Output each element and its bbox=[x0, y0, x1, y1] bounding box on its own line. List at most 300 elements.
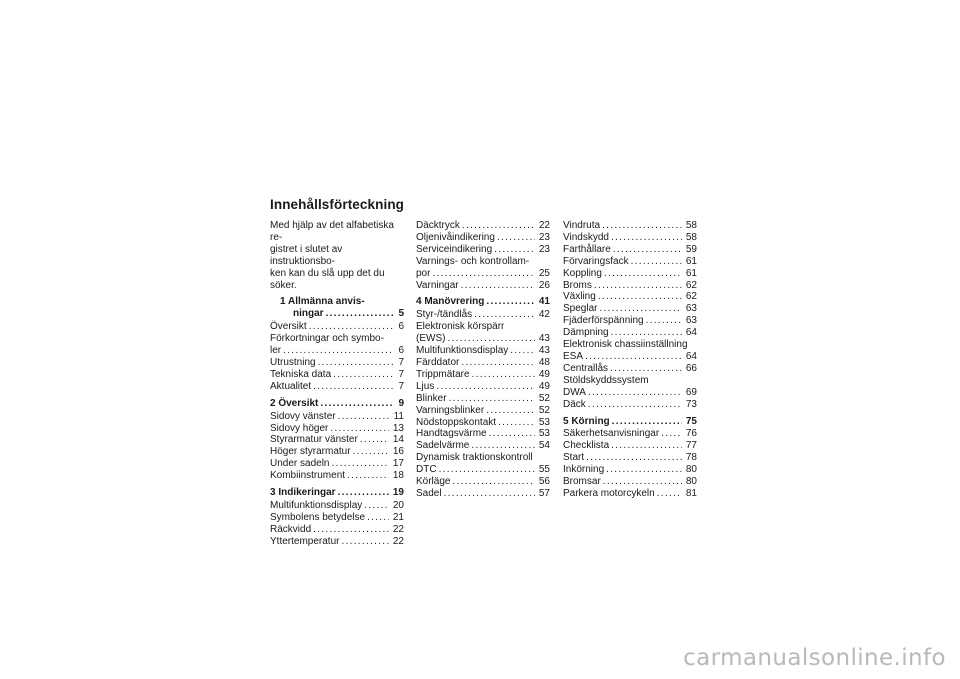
dot-leader bbox=[612, 416, 682, 428]
dot-leader bbox=[320, 398, 394, 410]
toc-entry-page-number: 61 bbox=[685, 255, 697, 267]
toc-entry[interactable] bbox=[270, 446, 404, 458]
toc-entry[interactable] bbox=[563, 452, 697, 464]
toc-entry[interactable] bbox=[416, 405, 550, 417]
toc-entry-label-line: Förkortningar och symbo- bbox=[270, 333, 384, 345]
toc-entry[interactable] bbox=[563, 375, 697, 399]
toc-entry-label-line: Dynamisk traktionskontroll bbox=[416, 452, 533, 464]
toc-entry-label: Blinker bbox=[416, 392, 447, 404]
toc-entry[interactable] bbox=[416, 488, 550, 500]
dot-leader bbox=[588, 399, 682, 411]
toc-entry-label: Parkera motorcykeln bbox=[563, 487, 655, 499]
dot-leader bbox=[606, 464, 682, 476]
toc-entry-row bbox=[563, 303, 697, 315]
toc-entry-page-number: 25 bbox=[538, 267, 550, 279]
toc-entry-label: Höger styrarmatur bbox=[270, 446, 351, 458]
dot-leader bbox=[333, 369, 394, 381]
dot-leader bbox=[360, 434, 389, 446]
toc-entry-row bbox=[416, 244, 550, 256]
toc-entry-row bbox=[563, 399, 697, 411]
toc-entry-row bbox=[416, 369, 550, 381]
toc-entry-row bbox=[563, 220, 697, 232]
toc-entry-label: Start bbox=[563, 452, 585, 464]
toc-entry[interactable] bbox=[563, 256, 697, 268]
watermark-text: carmanualsonline.info bbox=[683, 645, 946, 671]
toc-entry-label: Broms bbox=[563, 279, 592, 291]
toc-entry-row bbox=[270, 398, 404, 410]
toc-entry-row bbox=[563, 315, 697, 327]
dot-leader bbox=[599, 303, 681, 315]
toc-entry-label: Vindskydd bbox=[563, 231, 609, 243]
toc-entry-page-number: 17 bbox=[392, 458, 404, 470]
toc-entry-row bbox=[416, 440, 550, 452]
toc-column-3 bbox=[563, 220, 697, 500]
toc-entry-label: Räckvidd bbox=[270, 523, 312, 535]
dot-leader bbox=[611, 440, 682, 452]
toc-entry[interactable] bbox=[563, 339, 697, 363]
toc-entry[interactable] bbox=[563, 244, 697, 256]
toc-entry-page-number: 64 bbox=[685, 327, 697, 339]
toc-entry[interactable] bbox=[416, 220, 550, 232]
toc-entry-label: Centrallås bbox=[563, 362, 609, 374]
toc-entry-label: Kombiinstrument bbox=[270, 470, 346, 482]
toc-entry[interactable] bbox=[270, 411, 404, 423]
dot-leader bbox=[347, 470, 389, 482]
toc-entry[interactable] bbox=[270, 500, 404, 512]
toc-entry-page-number: 66 bbox=[685, 362, 697, 374]
toc-entry[interactable] bbox=[563, 363, 697, 375]
toc-entry-label: Däcktryck bbox=[416, 220, 460, 231]
toc-entry[interactable] bbox=[563, 280, 697, 292]
toc-entry-label: Styr-/tändlås bbox=[416, 309, 473, 321]
toc-entry-label: ningar bbox=[293, 308, 324, 320]
toc-entry-label: Multifunktionsdisplay bbox=[270, 499, 363, 511]
toc-entry[interactable] bbox=[563, 315, 697, 327]
dot-leader bbox=[586, 452, 682, 464]
toc-entry-row bbox=[416, 268, 550, 280]
dot-leader bbox=[598, 291, 682, 303]
toc-entry-row bbox=[270, 524, 404, 536]
intro-line: gistret i slutet av instruktionsbo- bbox=[270, 243, 343, 267]
toc-entry[interactable] bbox=[416, 309, 550, 321]
toc-entry-row bbox=[270, 423, 404, 435]
toc-entry-row bbox=[563, 363, 697, 375]
toc-entry[interactable] bbox=[563, 464, 697, 476]
toc-entry-page-number: 63 bbox=[685, 303, 697, 315]
toc-entry-row bbox=[416, 464, 550, 476]
toc-entry-row bbox=[270, 381, 404, 393]
toc-entry[interactable] bbox=[416, 476, 550, 488]
toc-entry-label: Nödstoppskontakt bbox=[416, 416, 497, 428]
dot-leader bbox=[439, 464, 535, 476]
toc-entry-row bbox=[270, 536, 404, 548]
toc-entry-row bbox=[563, 488, 697, 500]
dot-leader bbox=[611, 327, 682, 339]
toc-entry-row bbox=[270, 411, 404, 423]
toc-entry-label: Inkörning bbox=[563, 464, 605, 476]
dot-leader bbox=[611, 232, 682, 244]
toc-entry[interactable] bbox=[563, 327, 697, 339]
toc-entry-page-number: 14 bbox=[392, 434, 404, 446]
toc-entry-row bbox=[270, 434, 404, 446]
dot-leader bbox=[497, 232, 535, 244]
toc-entry-page-number: 52 bbox=[538, 392, 550, 404]
toc-entry-page-number: 76 bbox=[685, 428, 697, 440]
dot-leader bbox=[341, 536, 388, 548]
toc-entry-label: Däck bbox=[563, 398, 586, 410]
dot-leader bbox=[585, 351, 682, 363]
toc-entry-page-number: 13 bbox=[392, 422, 404, 434]
toc-entry-row bbox=[270, 487, 404, 499]
toc-entry[interactable] bbox=[416, 232, 550, 244]
toc-entry-row bbox=[416, 296, 550, 308]
toc-entry-page-number: 18 bbox=[392, 470, 404, 482]
toc-entry-page-number: 53 bbox=[538, 416, 550, 428]
dot-leader bbox=[489, 428, 535, 440]
dot-leader bbox=[326, 308, 395, 320]
toc-entry-label-line: 1 Allmänna anvis- bbox=[280, 296, 365, 308]
toc-entry-label: Dämpning bbox=[563, 327, 609, 339]
toc-entry[interactable] bbox=[270, 512, 404, 524]
toc-entry-row bbox=[563, 416, 697, 428]
toc-entry-page-number: 7 bbox=[398, 356, 404, 368]
toc-entry-label: Sidovy höger bbox=[270, 422, 329, 434]
toc-entry-page-number: 73 bbox=[685, 398, 697, 410]
toc-entry[interactable] bbox=[416, 321, 550, 345]
toc-entry-page-number: 7 bbox=[398, 368, 404, 380]
toc-entry-label-line: Elektronisk chassiinställning bbox=[563, 339, 688, 351]
toc-entry-row bbox=[270, 321, 404, 333]
toc-chapter[interactable] bbox=[416, 296, 550, 308]
toc-entry-label: ler bbox=[270, 345, 282, 357]
toc-entry-label: Utrustning bbox=[270, 356, 316, 368]
toc-entry-row bbox=[270, 345, 404, 357]
dot-leader bbox=[444, 488, 535, 500]
toc-entry-page-number: 52 bbox=[538, 404, 550, 416]
toc-entry[interactable] bbox=[270, 381, 404, 393]
toc-entry-page-number: 7 bbox=[398, 380, 404, 392]
toc-list bbox=[563, 220, 697, 500]
toc-entry-page-number: 41 bbox=[538, 296, 550, 308]
toc-entry-page-number: 42 bbox=[538, 309, 550, 321]
toc-entry-label: Handtagsvärme bbox=[416, 428, 487, 440]
toc-entry-page-number: 16 bbox=[392, 446, 404, 458]
toc-entry[interactable] bbox=[416, 244, 550, 256]
toc-entry[interactable] bbox=[563, 399, 697, 411]
toc-entry-page-number: 56 bbox=[538, 476, 550, 488]
toc-entry-label: Säkerhetsanvisningar bbox=[563, 428, 660, 440]
toc-entry-page-number: 6 bbox=[398, 345, 404, 357]
toc-entry-row bbox=[563, 351, 697, 363]
toc-chapter[interactable] bbox=[270, 487, 404, 499]
dot-leader bbox=[436, 381, 535, 393]
toc-entry-page-number: 54 bbox=[538, 440, 550, 452]
toc-entry[interactable] bbox=[270, 333, 404, 357]
toc-entry[interactable] bbox=[270, 321, 404, 333]
toc-list bbox=[416, 220, 550, 500]
dot-leader bbox=[313, 381, 394, 393]
toc-entry-row bbox=[416, 345, 550, 357]
toc-entry[interactable] bbox=[416, 369, 550, 381]
toc-entry-page-number: 59 bbox=[685, 243, 697, 255]
toc-entry-label-line: Varnings- och kontrollam- bbox=[416, 255, 530, 267]
dot-leader bbox=[594, 280, 682, 292]
toc-entry-label: Multifunktionsdisplay bbox=[416, 345, 509, 357]
toc-entry-label: Sadel bbox=[416, 487, 442, 499]
toc-entry[interactable] bbox=[270, 357, 404, 369]
toc-entry[interactable] bbox=[416, 417, 550, 429]
toc-entry-label: (EWS) bbox=[416, 333, 446, 345]
toc-entry[interactable] bbox=[563, 220, 697, 232]
toc-entry-page-number: 62 bbox=[685, 291, 697, 303]
toc-entry[interactable] bbox=[416, 357, 550, 369]
dot-leader bbox=[432, 268, 534, 280]
toc-column-2 bbox=[416, 220, 550, 500]
toc-entry-label: Aktualitet bbox=[270, 380, 312, 392]
toc-entry-page-number: 22 bbox=[538, 220, 550, 231]
toc-entry-label: Checklista bbox=[563, 440, 610, 452]
toc-entry[interactable] bbox=[416, 256, 550, 280]
toc-entry-label-line: Elektronisk körspärr bbox=[416, 321, 505, 333]
toc-entry-label: 4 Manövrering bbox=[416, 296, 485, 308]
toc-list bbox=[270, 296, 404, 547]
toc-entry-label: Översikt bbox=[270, 321, 307, 333]
toc-entry-page-number: 22 bbox=[392, 535, 404, 547]
toc-entry[interactable] bbox=[563, 268, 697, 280]
dot-leader bbox=[338, 411, 390, 423]
toc-entry-label: Varningsblinker bbox=[416, 404, 485, 416]
dot-leader bbox=[657, 488, 682, 500]
toc-entry-page-number: 23 bbox=[538, 231, 550, 243]
toc-entry-page-number: 43 bbox=[538, 345, 550, 357]
toc-entry[interactable] bbox=[416, 345, 550, 357]
toc-entry-row bbox=[563, 440, 697, 452]
toc-entry-row bbox=[270, 470, 404, 482]
toc-entry-page-number: 69 bbox=[685, 386, 697, 398]
dot-leader bbox=[661, 428, 682, 440]
toc-entry-label: Förvaringsfack bbox=[563, 255, 629, 267]
toc-entry-label: Styrarmatur vänster bbox=[270, 434, 358, 446]
toc-entry-row bbox=[416, 381, 550, 393]
toc-entry-row bbox=[416, 357, 550, 369]
toc-entry-page-number: 80 bbox=[685, 476, 697, 488]
toc-entry-label: Oljenivåindikering bbox=[416, 231, 495, 243]
toc-entry-label: Fjäderförspänning bbox=[563, 315, 644, 327]
toc-entry-label: Växling bbox=[563, 291, 596, 303]
toc-entry-page-number: 53 bbox=[538, 428, 550, 440]
dot-leader bbox=[461, 357, 535, 369]
toc-entry-label-line: Stöldskyddssystem bbox=[563, 374, 649, 386]
toc-entry-row bbox=[416, 405, 550, 417]
toc-entry[interactable] bbox=[270, 458, 404, 470]
toc-entry-label: Trippmätare bbox=[416, 368, 470, 380]
toc-entry-page-number: 26 bbox=[538, 279, 550, 291]
toc-entry-label: DWA bbox=[563, 386, 586, 398]
dot-leader bbox=[486, 405, 535, 417]
toc-chapter[interactable] bbox=[270, 296, 404, 320]
toc-entry[interactable] bbox=[563, 428, 697, 440]
toc-entry-row bbox=[416, 309, 550, 321]
dot-leader bbox=[331, 458, 388, 470]
dot-leader bbox=[449, 393, 535, 405]
toc-entry[interactable] bbox=[416, 393, 550, 405]
toc-entry-page-number: 6 bbox=[398, 321, 404, 333]
toc-entry[interactable] bbox=[270, 470, 404, 482]
toc-entry-label: Sadelvärme bbox=[416, 440, 470, 452]
toc-entry-row bbox=[416, 220, 550, 232]
dot-leader bbox=[462, 220, 535, 232]
toc-entry[interactable] bbox=[416, 428, 550, 440]
dot-leader bbox=[510, 345, 535, 357]
toc-entry-row bbox=[270, 446, 404, 458]
toc-entry-label: Speglar bbox=[563, 303, 598, 315]
toc-entry[interactable] bbox=[270, 423, 404, 435]
toc-entry[interactable] bbox=[563, 440, 697, 452]
toc-entry-page-number: 57 bbox=[538, 487, 550, 499]
toc-entry-label: Farthållare bbox=[563, 243, 611, 255]
toc-entry-page-number: 49 bbox=[538, 380, 550, 392]
toc-chapter[interactable] bbox=[270, 398, 404, 410]
toc-entry-page-number: 19 bbox=[392, 487, 404, 499]
toc-entry-page-number: 75 bbox=[685, 415, 697, 427]
toc-entry-row bbox=[563, 327, 697, 339]
toc-entry-label: Yttertemperatur bbox=[270, 535, 340, 547]
toc-entry-row bbox=[270, 500, 404, 512]
toc-entry[interactable] bbox=[563, 476, 697, 488]
dot-leader bbox=[461, 280, 535, 292]
intro-line: ken kan du slå upp det du söker. bbox=[270, 267, 385, 291]
toc-entry-label: Vindruta bbox=[563, 220, 601, 231]
toc-entry-page-number: 55 bbox=[538, 464, 550, 476]
toc-entry-page-number: 5 bbox=[398, 308, 404, 320]
toc-entry-page-number: 49 bbox=[538, 368, 550, 380]
toc-entry-label: Ljus bbox=[416, 380, 435, 392]
dot-leader bbox=[471, 440, 535, 452]
intro-text bbox=[270, 220, 404, 291]
dot-leader bbox=[447, 333, 534, 345]
dot-leader bbox=[610, 363, 682, 375]
toc-entry-page-number: 9 bbox=[398, 397, 404, 409]
toc-column-1 bbox=[270, 220, 404, 548]
toc-entry-page-number: 43 bbox=[538, 333, 550, 345]
toc-entry[interactable] bbox=[416, 440, 550, 452]
dot-leader bbox=[613, 244, 682, 256]
toc-entry-row bbox=[563, 256, 697, 268]
dot-leader bbox=[486, 296, 535, 308]
toc-entry[interactable] bbox=[270, 536, 404, 548]
dot-leader bbox=[474, 309, 535, 321]
toc-entry-page-number: 80 bbox=[685, 464, 697, 476]
toc-entry-page-number: 11 bbox=[393, 410, 404, 422]
dot-leader bbox=[602, 220, 682, 232]
dot-leader bbox=[452, 476, 534, 488]
toc-entry-row bbox=[270, 512, 404, 524]
toc-entry-row bbox=[563, 291, 697, 303]
dot-leader bbox=[367, 512, 389, 524]
toc-entry[interactable] bbox=[563, 291, 697, 303]
dot-leader bbox=[588, 387, 682, 399]
toc-entry-row bbox=[563, 387, 697, 399]
toc-entry-row bbox=[416, 488, 550, 500]
toc-entry-row bbox=[416, 333, 550, 345]
toc-entry-page-number: 61 bbox=[685, 267, 697, 279]
toc-entry-row bbox=[416, 417, 550, 429]
toc-entry-page-number: 77 bbox=[685, 440, 697, 452]
dot-leader bbox=[338, 487, 389, 499]
dot-leader bbox=[472, 369, 535, 381]
toc-entry-label: Symbolens betydelse bbox=[270, 511, 366, 523]
toc-entry-row bbox=[416, 476, 550, 488]
page-title: Innehållsförteckning bbox=[270, 197, 405, 212]
toc-entry[interactable] bbox=[270, 434, 404, 446]
toc-entry-label: Körläge bbox=[416, 476, 451, 488]
dot-leader bbox=[283, 345, 394, 357]
toc-entry-label: por bbox=[416, 267, 431, 279]
toc-entry-row bbox=[270, 357, 404, 369]
toc-entry[interactable] bbox=[563, 488, 697, 500]
toc-entry-page-number: 20 bbox=[392, 499, 404, 511]
toc-entry-page-number: 48 bbox=[538, 356, 550, 368]
toc-entry-row bbox=[416, 393, 550, 405]
toc-entry-page-number: 62 bbox=[685, 279, 697, 291]
toc-entry-page-number: 58 bbox=[685, 231, 697, 243]
dot-leader bbox=[603, 476, 682, 488]
dot-leader bbox=[498, 417, 535, 429]
toc-entry-page-number: 23 bbox=[538, 243, 550, 255]
toc-entry-row bbox=[563, 232, 697, 244]
toc-chapter[interactable] bbox=[563, 416, 697, 428]
toc-entry-label: Färddator bbox=[416, 356, 460, 368]
toc-entry-label: Varningar bbox=[416, 279, 459, 291]
toc-entry-label: Bromsar bbox=[563, 476, 601, 488]
toc-entry-row bbox=[416, 232, 550, 244]
dot-leader bbox=[309, 321, 395, 333]
toc-entry-row bbox=[270, 308, 404, 320]
toc-entry[interactable] bbox=[416, 381, 550, 393]
toc-entry-label: Tekniska data bbox=[270, 368, 332, 380]
toc-entry-page-number: 81 bbox=[685, 487, 697, 499]
dot-leader bbox=[318, 357, 395, 369]
toc-entry[interactable] bbox=[416, 452, 550, 476]
toc-entry[interactable] bbox=[270, 524, 404, 536]
intro-line: Med hjälp av det alfabetiska re- bbox=[270, 220, 394, 243]
dot-leader bbox=[353, 446, 389, 458]
dot-leader bbox=[330, 423, 389, 435]
toc-entry-row bbox=[270, 458, 404, 470]
toc-entry[interactable] bbox=[416, 280, 550, 292]
toc-entry-label: Koppling bbox=[563, 267, 602, 279]
toc-entry-page-number: 21 bbox=[392, 511, 404, 523]
toc-entry-page-number: 58 bbox=[685, 220, 697, 231]
dot-leader bbox=[494, 244, 535, 256]
toc-entry-page-number: 78 bbox=[685, 452, 697, 464]
toc-entry-page-number: 63 bbox=[685, 315, 697, 327]
toc-entry-page-number: 22 bbox=[392, 523, 404, 535]
toc-entry-label: Serviceindikering bbox=[416, 243, 493, 255]
toc-entry-label: DTC bbox=[416, 464, 437, 476]
toc-entry-row bbox=[416, 280, 550, 292]
toc-entry-label: ESA bbox=[563, 350, 584, 362]
toc-entry[interactable] bbox=[563, 232, 697, 244]
dot-leader bbox=[631, 256, 682, 268]
toc-entry[interactable] bbox=[563, 303, 697, 315]
toc-entry-label: 3 Indikeringar bbox=[270, 487, 336, 499]
toc-entry-row bbox=[563, 464, 697, 476]
toc-entry-label: 5 Körning bbox=[563, 415, 610, 427]
toc-entry[interactable] bbox=[270, 369, 404, 381]
dot-leader bbox=[646, 315, 682, 327]
toc-entry-label: Sidovy vänster bbox=[270, 410, 336, 422]
